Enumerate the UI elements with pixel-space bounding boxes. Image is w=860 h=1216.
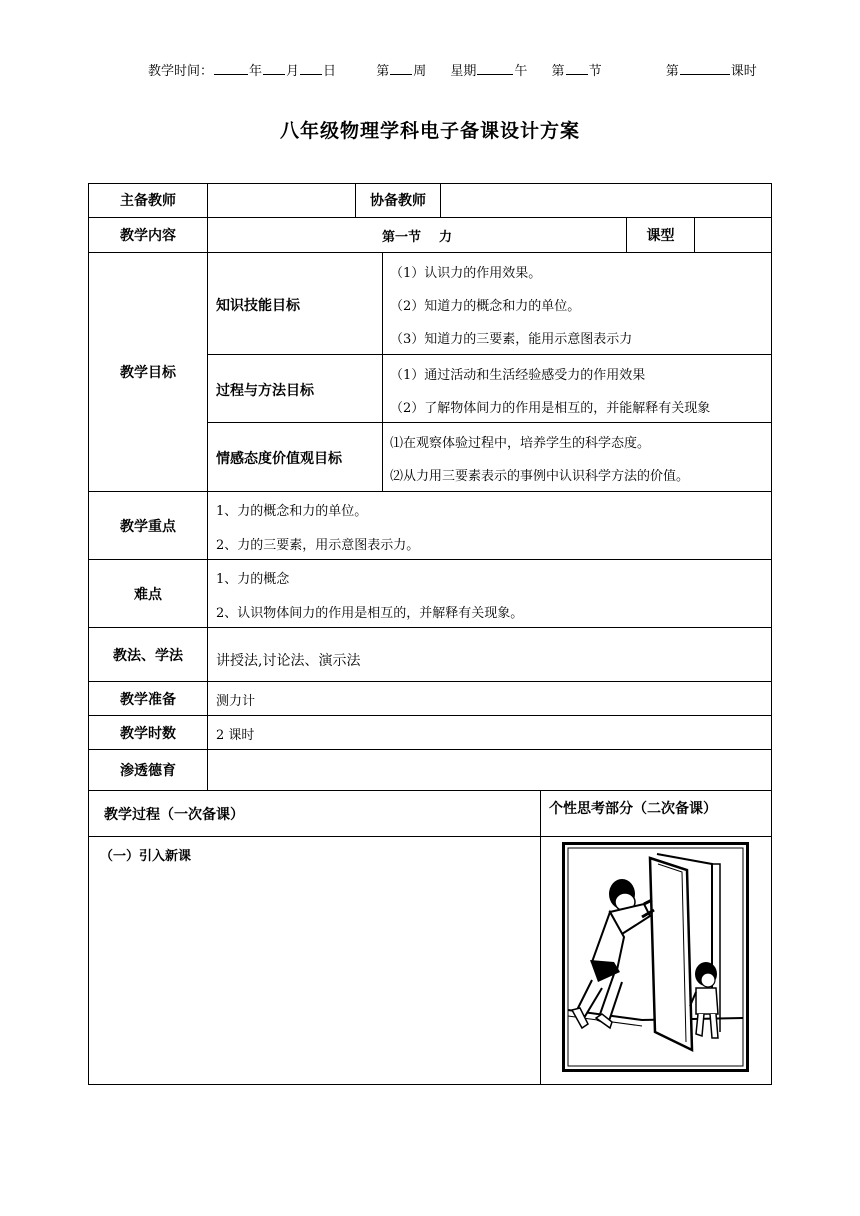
teaching-time-line	[148, 60, 757, 79]
intro-label: （一）引入新课	[100, 849, 192, 864]
prep-value: 测力计	[216, 694, 256, 709]
knowledge-label: 知识技能目标	[216, 298, 300, 314]
lesson-blank[interactable]	[680, 62, 730, 75]
knowledge-item: （2）知道力的概念和力的单位。	[390, 299, 581, 314]
main-teacher-field[interactable]	[208, 184, 354, 217]
process-label: 过程与方法目标	[216, 383, 314, 399]
moral-field[interactable]	[208, 750, 771, 790]
lesson-prefix: 第	[665, 64, 679, 79]
week-prefix: 第	[376, 64, 390, 79]
knowledge-item: （3）知道力的三要素，能用示意图表示力	[390, 332, 633, 347]
type-label: 课型	[646, 228, 675, 244]
content-label: 教学内容	[120, 228, 176, 244]
push-door-illustration	[562, 842, 749, 1072]
goals-label: 教学目标	[120, 365, 176, 381]
week-label: 周	[413, 64, 427, 79]
content-value: 第一节 力	[381, 229, 453, 245]
week-blank[interactable]	[390, 62, 412, 75]
hours-label: 教学时数	[120, 725, 176, 742]
personal-section-label: 个性思考部分（二次备课）	[549, 801, 717, 817]
type-field[interactable]	[695, 218, 771, 252]
push-door-image	[562, 842, 749, 1072]
weekday-label: 星期	[450, 64, 477, 79]
month-label: 月	[286, 64, 300, 79]
process-item: （2）了解物体间力的作用是相互的，并能解释有关现象	[390, 401, 711, 416]
prep-label: 教学准备	[120, 691, 176, 708]
main-teacher-label: 主备教师	[120, 193, 176, 209]
moral-label: 渗透德育	[120, 763, 176, 779]
key-item: 2、力的三要素，用示意图表示力。	[216, 538, 420, 553]
emotion-item: ⑵从力用三要素表示的事例中认识科学方法的价值。	[390, 469, 690, 484]
process-item: （1）通过活动和生活经验感受力的作用效果	[390, 368, 646, 383]
page-title: 八年级物理学科电子备课设计方案	[279, 120, 580, 142]
difficulty-item: 2、认识物体间力的作用是相互的，并解释有关现象。	[216, 606, 524, 621]
key-label: 教学重点	[120, 518, 176, 535]
co-teacher-field[interactable]	[441, 184, 771, 217]
difficulty-label: 难点	[134, 586, 162, 603]
section-label: 节	[588, 64, 602, 79]
date-label: 教学时间：	[148, 64, 214, 79]
year-label: 年	[249, 64, 263, 79]
method-value: 讲授法,讨论法、演示法	[216, 653, 361, 669]
key-item: 1、力的概念和力的单位。	[216, 504, 368, 519]
difficulty-item: 1、力的概念	[216, 572, 290, 587]
process-section-label: 教学过程（一次备课）	[104, 807, 244, 823]
year-blank[interactable]	[214, 62, 248, 75]
weekday-blank[interactable]	[477, 62, 513, 75]
co-teacher-label: 协备教师	[370, 193, 426, 209]
hours-value: 2 课时	[216, 728, 255, 743]
section-blank[interactable]	[566, 62, 588, 75]
lesson-label: 课时	[730, 64, 757, 79]
emotion-label: 情感态度价值观目标	[216, 451, 342, 467]
method-label: 教法、学法	[113, 647, 183, 664]
month-blank[interactable]	[263, 62, 285, 75]
section-prefix: 第	[551, 64, 565, 79]
knowledge-item: （1）认识力的作用效果。	[390, 266, 542, 281]
noon-label: 午	[514, 64, 528, 79]
lesson-process-area[interactable]	[89, 866, 539, 1083]
emotion-item: ⑴在观察体验过程中，培养学生的科学态度。	[390, 436, 651, 451]
day-label: 日	[323, 64, 337, 79]
day-blank[interactable]	[300, 62, 322, 75]
